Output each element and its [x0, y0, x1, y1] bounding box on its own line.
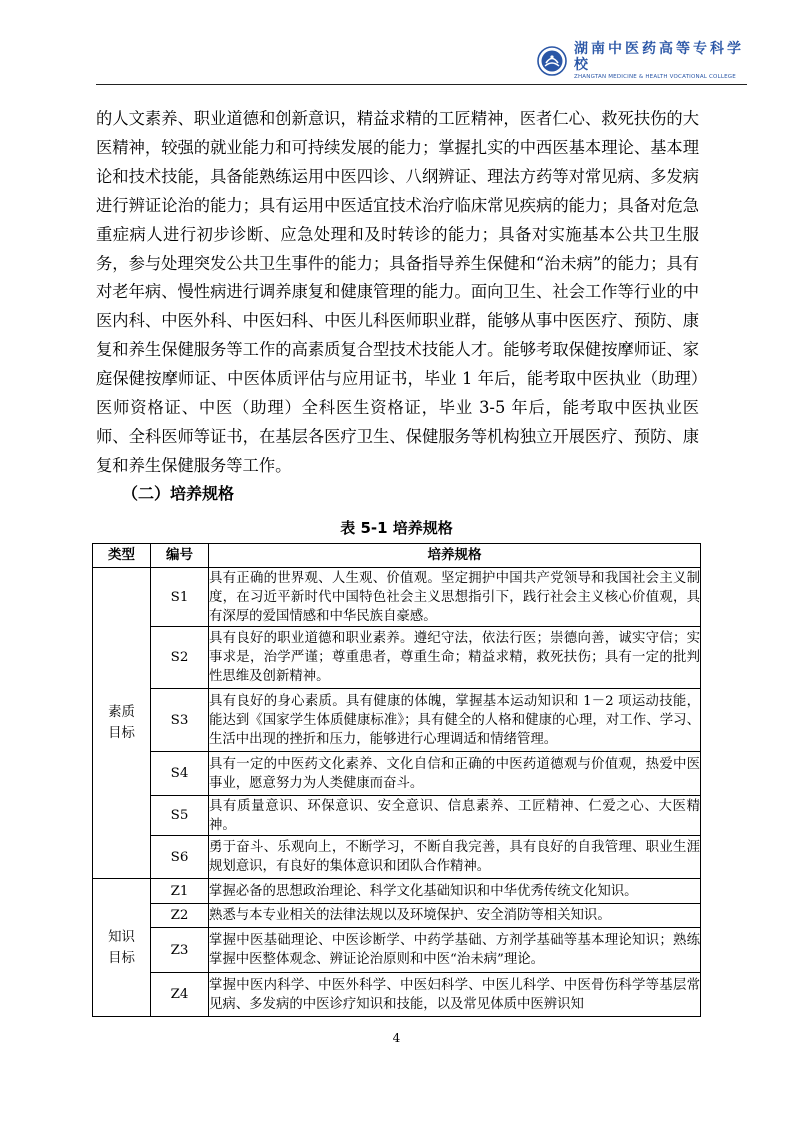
table-row [93, 627, 701, 689]
row-text: 掌握必备的思想政治理论、科学文化基础知识和中华优秀传统文化知识。 [209, 879, 701, 904]
header-spec: 培养规格 [209, 544, 701, 568]
section-heading: （二）培养规格 [122, 484, 235, 503]
header-code: 编号 [151, 544, 209, 568]
college-logo [537, 41, 747, 80]
row-text: 勇于奋斗、乐观向上，不断学习，不断自我完善，具有良好的自我管理、职业生涯规划意识，有良好的集体意识和团队合作精神。 [209, 836, 701, 879]
page-number: 4 [392, 1031, 401, 1045]
row-text: 熟悉与本专业相关的法律法规以及环境保护、安全消防等相关知识。 [209, 904, 701, 928]
category-label: 知识目标 [108, 929, 135, 966]
table-row [93, 836, 701, 879]
row-code: S5 [151, 796, 209, 836]
category-knowledge [93, 879, 151, 1017]
row-text: 掌握中医基础理论、中医诊断学、中药学基础、方剂学基础等基本理论知识；熟练掌握中医整体观念、辨证论治原则和中医“治未病”理论。 [209, 928, 701, 973]
category-quality [93, 568, 151, 879]
header-type: 类型 [93, 544, 151, 568]
row-code: Z3 [151, 928, 209, 973]
logo-english-name: ZHANGTAN MEDICINE & HEALTH VOCATIONAL COLLEGE [574, 74, 736, 80]
college-emblem-icon [537, 46, 567, 76]
row-text: 具有正确的世界观、人生观、价值观。坚定拥护中国共产党领导和我国社会主义制度，在习近平新时代中国特色社会主义思想指引下，践行社会主义核心价值观，具有深厚的爱国情感和中华民族自豪感。 [209, 568, 701, 627]
category-label: 素质目标 [108, 705, 135, 741]
row-text: 具有良好的身心素质。具有健康的体魄，掌握基本运动知识和 1－2 项运动技能，能达到《国家学生体质健康标准》；具有健全的人格和健康的心理，对工作、学习、生活中出现的挫折和压力，能够进行心理调适和情绪管理。 [209, 689, 701, 752]
table-row [93, 796, 701, 836]
training-spec-table [92, 543, 701, 1017]
row-code: S2 [151, 627, 209, 689]
table-row [93, 568, 701, 627]
header-divider [96, 84, 747, 85]
table-row [93, 689, 701, 752]
table-row [93, 928, 701, 973]
table-row [93, 752, 701, 796]
table-header-row [93, 544, 701, 568]
row-code: S6 [151, 836, 209, 879]
row-text: 掌握中医内科学、中医外科学、中医妇科学、中医儿科学、中医骨伤科学等基层常见病、多发病的中医诊疗知识和技能，以及常见体质中医辨识知 [209, 973, 701, 1017]
logo-chinese-name: 湖南中医药高等专科学校 [574, 41, 744, 73]
table-row [93, 879, 701, 904]
row-code: S1 [151, 568, 209, 627]
row-code: S4 [151, 752, 209, 796]
table-row [93, 973, 701, 1017]
row-text: 具有一定的中医药文化素养、文化自信和正确的中医药道德观与价值观，热爱中医事业，愿意努力为人类健康而奋斗。 [209, 752, 701, 796]
body-paragraph: 的人文素养、职业道德和创新意识，精益求精的工匠精神，医者仁心、救死扶伤的大医精神，较强的就业能力和可持续发展的能力；掌握扎实的中西医基本理论、基本理论和技术技能，具备能熟练运用中医四诊、八纲辨证、理法方药等对常见病、多发病进行辨证论治的能力；具有运用中医适宜技术治疗临床常见疾病的能力；具备对危急重症病人进行初步诊断、应急处理和及时转诊的能力；具备对实施基本公共卫生服务，参与处理突发公共卫生事件的能力；具备指导养生保健和“治未病”的能力；具有对老年病、慢性病进行调养康复和健康管理的能力。面向卫生、社会工作等行业的中医内科、中医外科、中医妇科、中医儿科医师职业群，能够从事中医医疗、预防、康复和养生保健服务等工作的高素质复合型技术技能人才。能够考取保健按摩师证、家庭保健按摩师证、中医体质评估与应用证书，毕业 1 年后，能考取中医执业（助理）医师资格证、中医（助理）全科医生资格证，毕业 3-5 年后，能考取中医执业医师、全科医师等证书，在基层各医疗卫生、保健服务等机构独立开展医疗、预防、康复和养生保健服务等工作。 [96, 109, 699, 475]
row-code: Z4 [151, 973, 209, 1017]
table-row [93, 904, 701, 928]
row-text: 具有良好的职业道德和职业素养。遵纪守法，依法行医；崇德向善，诚实守信；实事求是，治学严谨；尊重患者，尊重生命；精益求精，救死扶伤；具有一定的批判性思维及创新精神。 [209, 627, 701, 689]
row-code: S3 [151, 689, 209, 752]
row-text: 具有质量意识、环保意识、安全意识、信息素养、工匠精神、仁爱之心、大医精神。 [209, 796, 701, 836]
row-code: Z2 [151, 904, 209, 928]
row-code: Z1 [151, 879, 209, 904]
table-title: 表 5-1 培养规格 [340, 519, 453, 537]
